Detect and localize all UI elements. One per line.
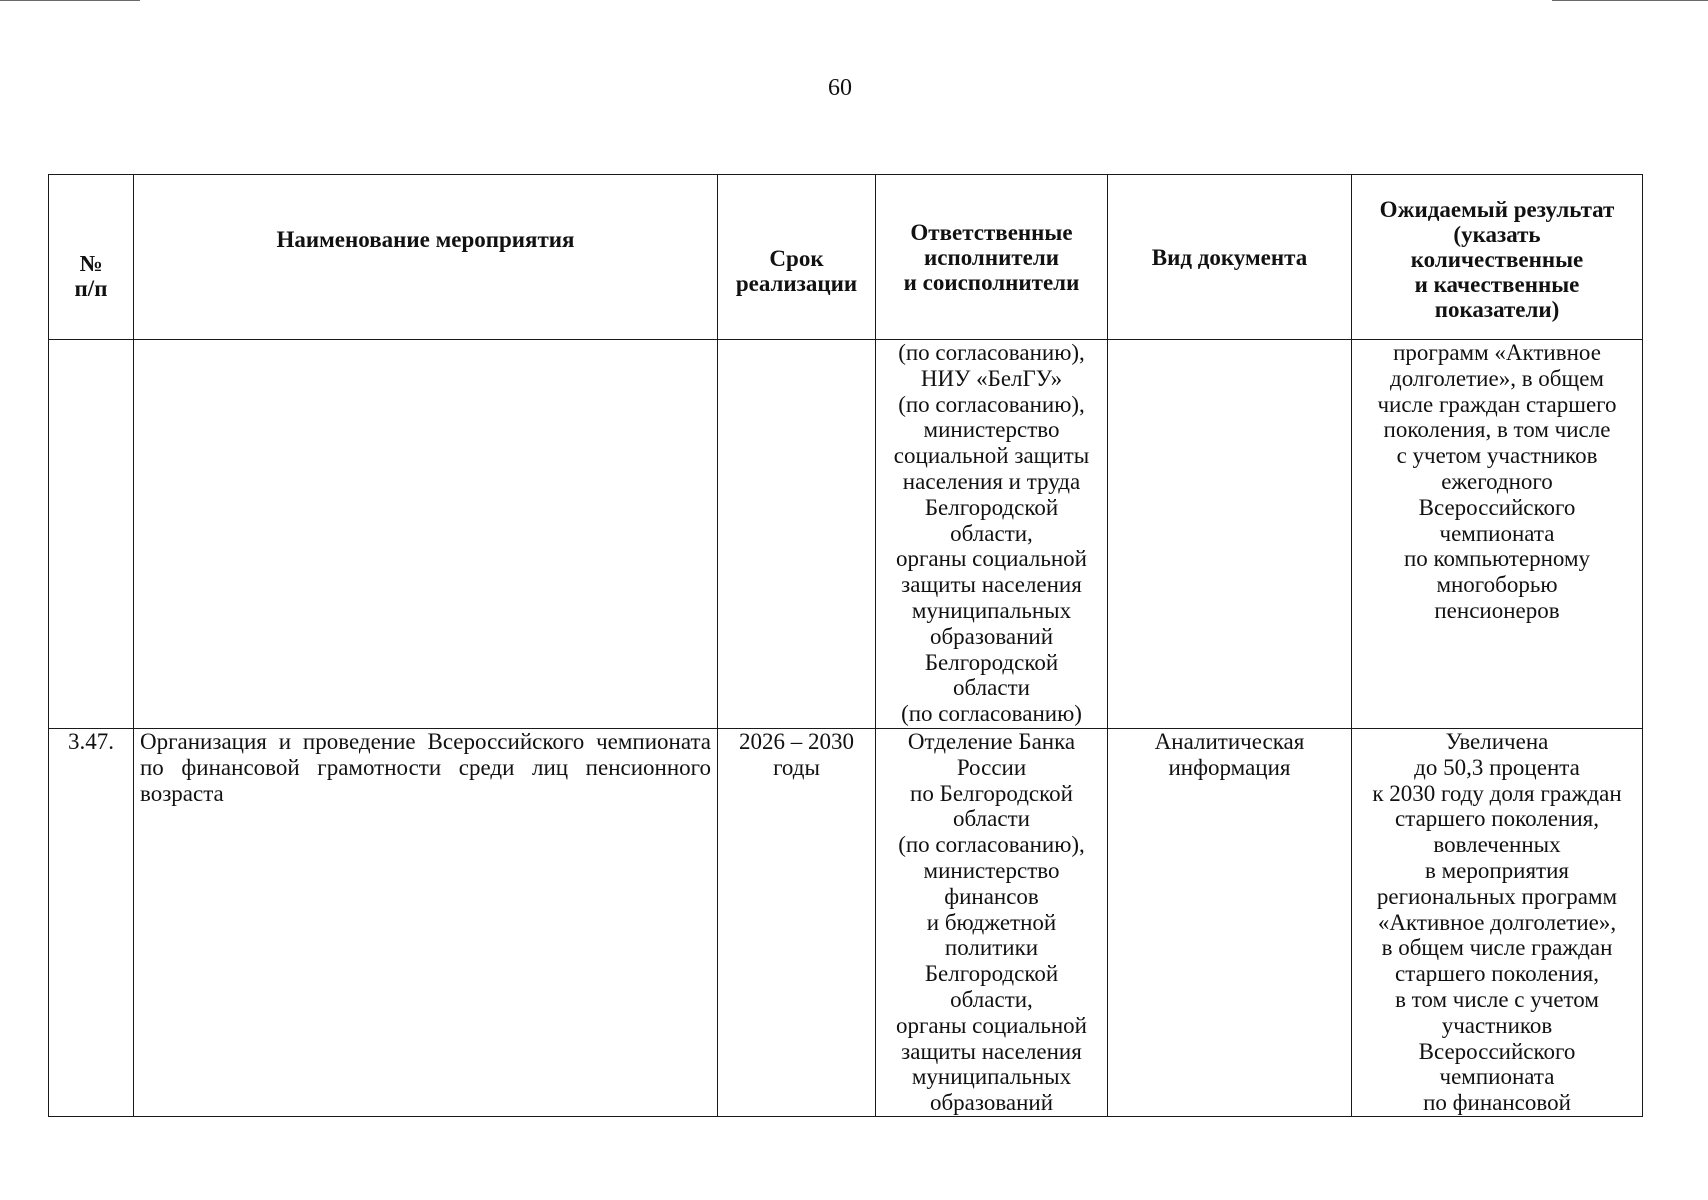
cell-document-type [1108,340,1352,729]
page-number: 60 [828,75,852,101]
cell-responsible: Отделение Банка России по Белгородской области (по согласованию), министерство финансов и бюджетной политики Белгородской области, органы социальной защиты населения муниципальных образований [876,729,1108,1117]
cell-expected-result: программ «Активное долголетие», в общем числе граждан старшего поколения, в том числе с учетом участников ежегодного Всероссийского чемпионата по компьютерному многоборью пенсионеров [1352,340,1643,729]
table-row [49,340,1643,729]
header-number: № п/п [49,175,134,340]
header-activity-name: Наименование мероприятия [134,175,718,340]
scan-top-rule-left [0,0,140,1]
cell-responsible: (по согласованию), НИУ «БелГУ» (по согласованию), министерство социальной защиты населения и труда Белгородской области, органы социальной защиты населения муниципальных образований Белгородской области (по согласованию) [876,340,1108,729]
scan-top-rule-right [1552,0,1708,1]
table-header-row [49,175,1643,340]
cell-document-type: Аналитическая информация [1108,729,1352,1117]
cell-number [49,340,134,729]
activities-table [48,174,1643,1117]
cell-term: 2026 – 2030 годы [718,729,876,1117]
cell-term [718,340,876,729]
cell-expected-result: Увеличена до 50,3 процента к 2030 году доля граждан старшего поколения, вовлеченных в мероприятия региональных программ «Активное долголетие», в общем числе граждан старшего поколения, в том числе с учетом участников Всероссийского чемпионата по финансовой [1352,729,1643,1117]
table-row [49,729,1643,1117]
cell-number: 3.47. [49,729,134,1117]
cell-activity-name: Организация и проведение Всероссийского чемпионата по финансовой грамотности среди лиц пенсионного возраста [134,729,718,1117]
header-responsible: Ответственные исполнители и соисполнители [876,175,1108,340]
header-term: Срок реализации [718,175,876,340]
cell-activity-name [134,340,718,729]
header-document-type: Вид документа [1108,175,1352,340]
header-expected-result: Ожидаемый результат (указать количественные и качественные показатели) [1352,175,1643,340]
